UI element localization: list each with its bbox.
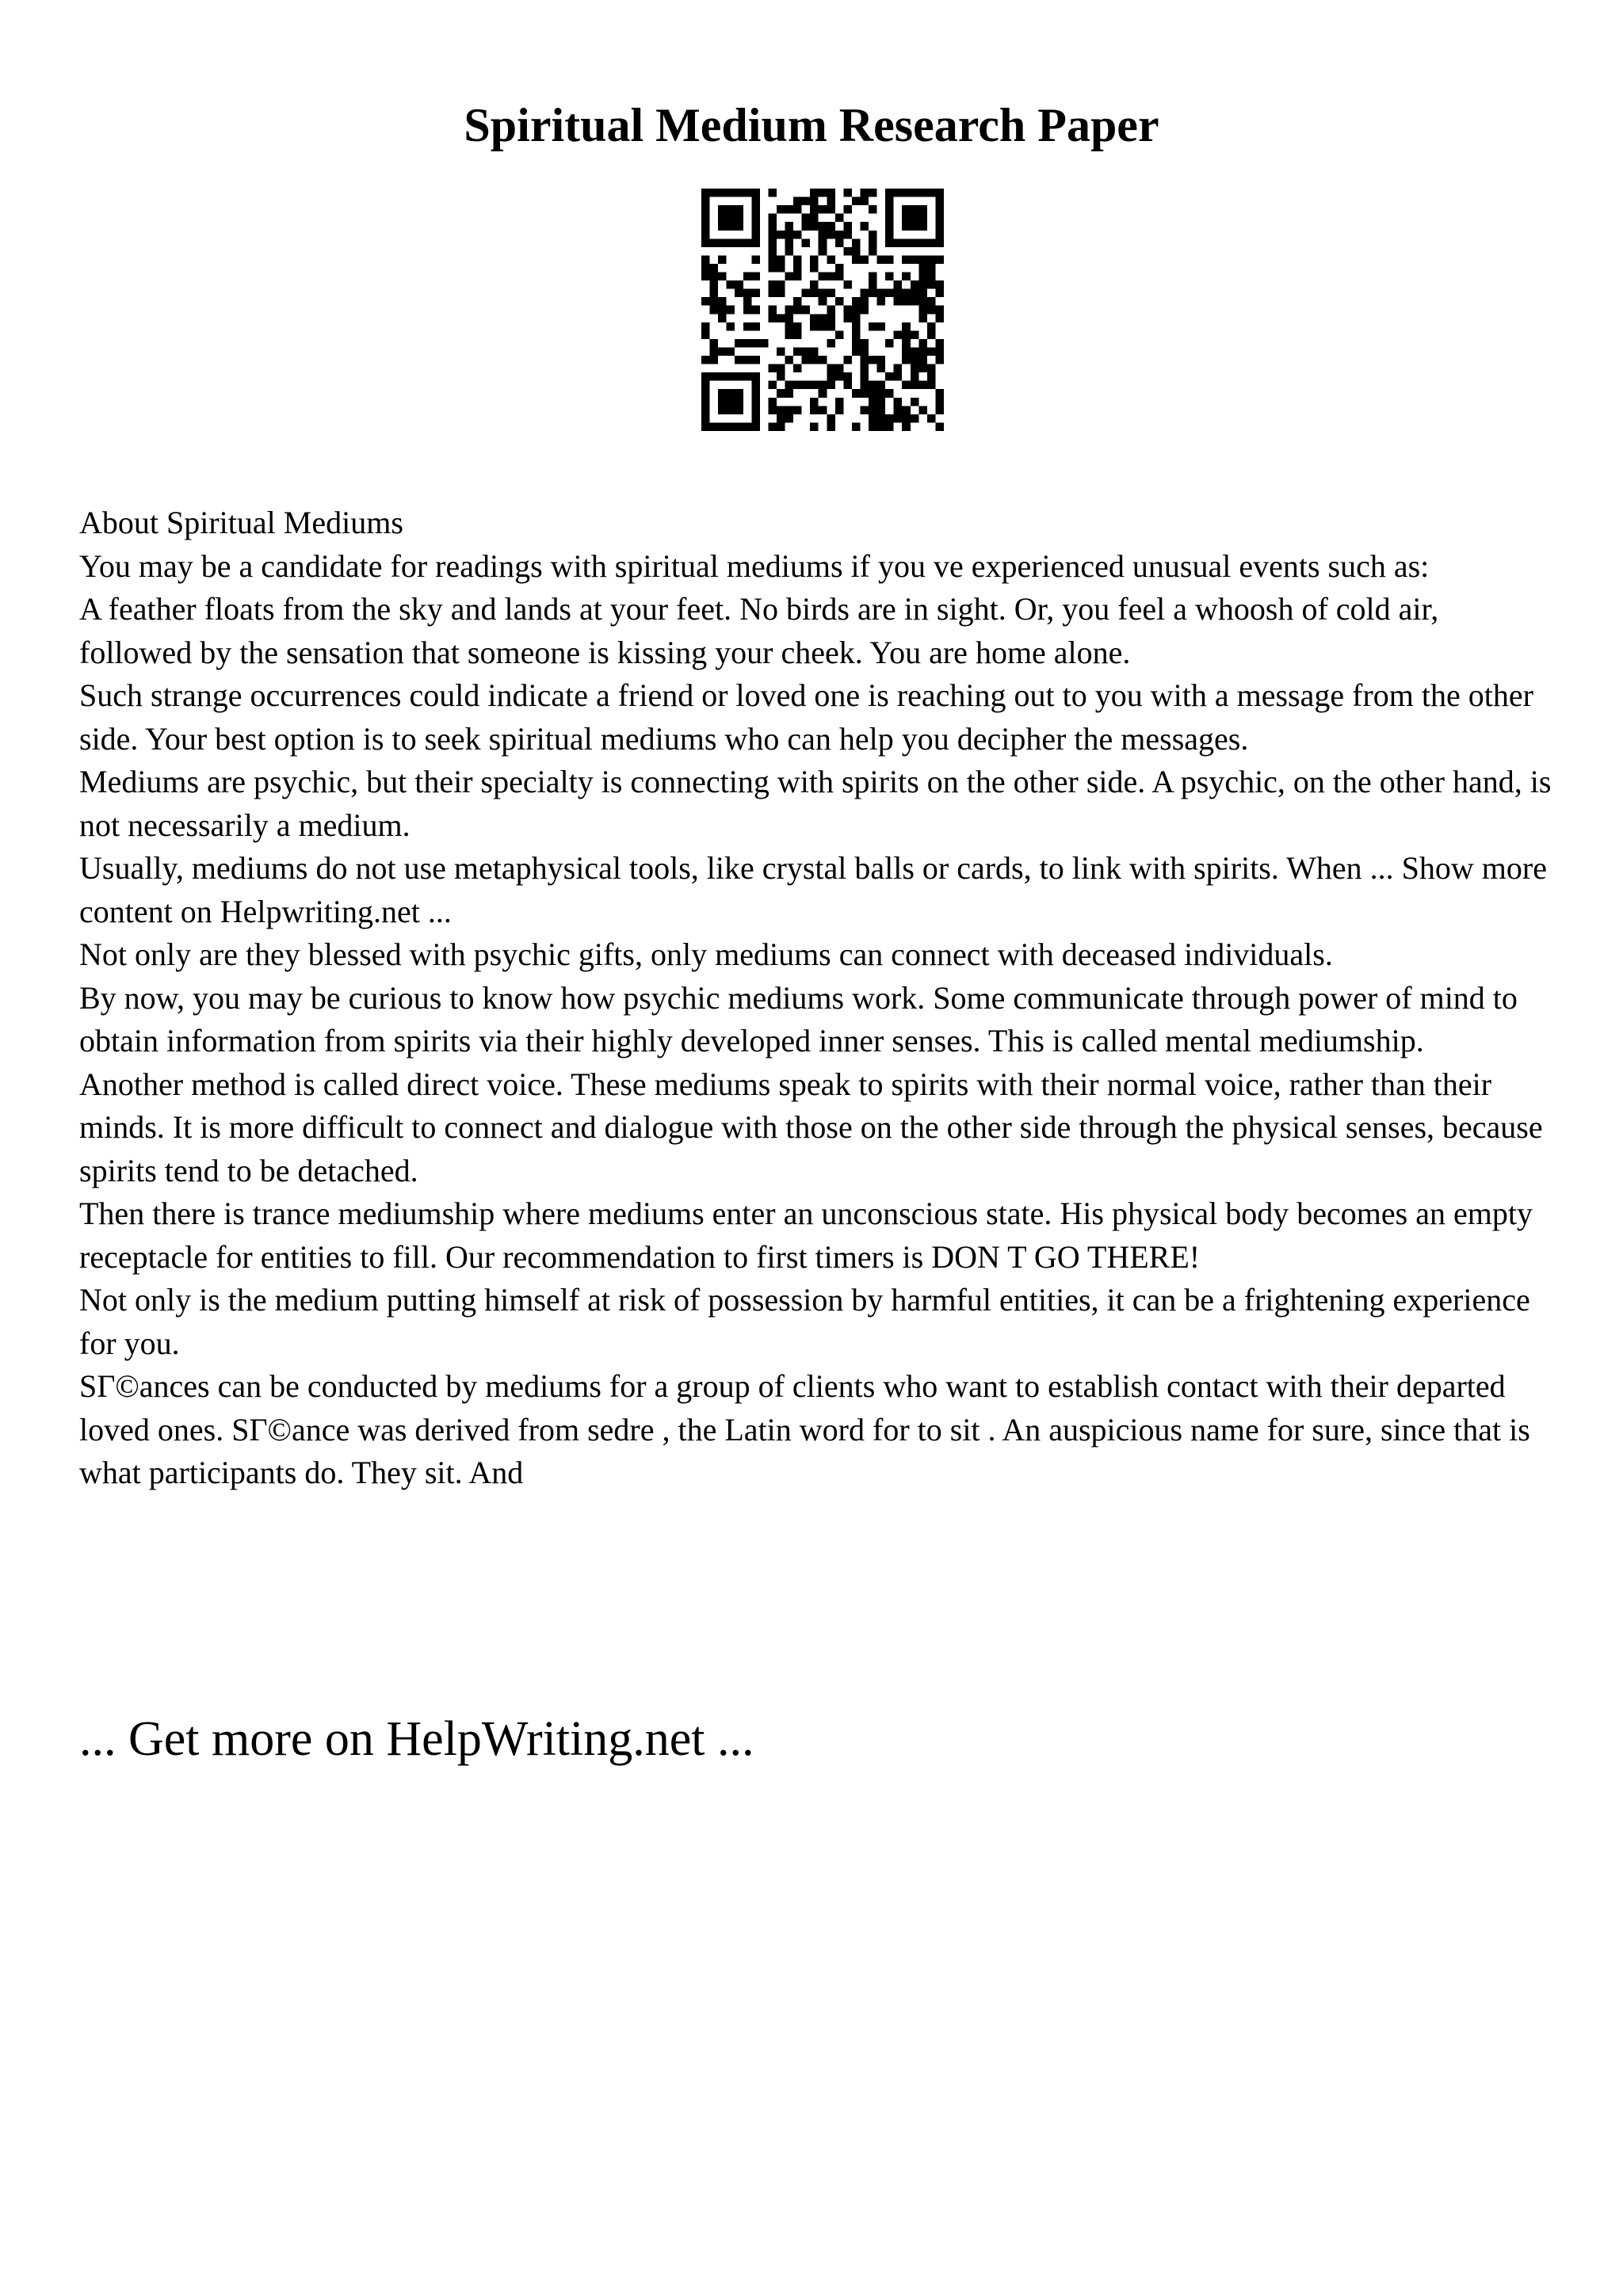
paragraph: Not only is the medium putting himself at risk of possession by harmful entities, it can be a frightening experience for you. — [79, 1282, 1530, 1361]
paragraph: Usually, mediums do not use metaphysical tools, like crystal balls or cards, to link with spirits. When ... Show more content on Helpwriting.net ... — [79, 850, 1547, 929]
paragraph: About Spiritual Mediums — [79, 505, 403, 540]
paragraph: Then there is trance mediumship where mediums enter an unconscious state. His physical body becomes an empty receptacle for entities to fill. Our recommendation to first timers is DON T GO THERE! — [79, 1196, 1533, 1275]
get-more-link[interactable]: ... Get more on HelpWriting.net ... — [79, 1712, 754, 1766]
paragraph: Such strange occurrences could indicate a friend or loved one is reaching out to you with a message from the other side. Your best option is to seek spiritual mediums who can help you decipher the messages. — [79, 677, 1533, 757]
paragraph: A feather floats from the sky and lands at your feet. No birds are in sight. Or, you feel a whoosh of cold air, followed by the sensation that someone is kissing your cheek. You are home alone. — [79, 591, 1439, 670]
article-body — [79, 502, 1553, 1495]
paragraph: Another method is called direct voice. These mediums speak to spirits with their normal voice, rather than their minds. It is more difficult to connect and dialogue with those on the other side through the physical senses, because spirits tend to be detached. — [79, 1066, 1543, 1188]
paragraph: SГ©ances can be conducted by mediums for a group of clients who want to establish contact with their departed loved ones. SГ©ance was derived from sedre , the Latin word for to sit . An auspicious name for sure, since that is what participants do. They sit. And — [79, 1368, 1530, 1490]
paragraph: Not only are they blessed with psychic gifts, only mediums can connect with deceased individuals. — [79, 936, 1333, 972]
qr-code-icon[interactable] — [701, 189, 944, 431]
qr-code-graphic — [701, 189, 944, 431]
page-title: Spiritual Medium Research Paper — [464, 99, 1159, 151]
paragraph: By now, you may be curious to know how psychic mediums work. Some communicate through power of mind to obtain information from spirits via their highly developed inner senses. This is called mental mediumship. — [79, 979, 1518, 1058]
paragraph: You may be a candidate for readings with spiritual mediums if you ve experienced unusual events such as: — [79, 547, 1430, 584]
paragraph: Mediums are psychic, but their specialty is connecting with spirits on the other side. A psychic, on the other hand, is not necessarily a medium. — [79, 764, 1552, 843]
